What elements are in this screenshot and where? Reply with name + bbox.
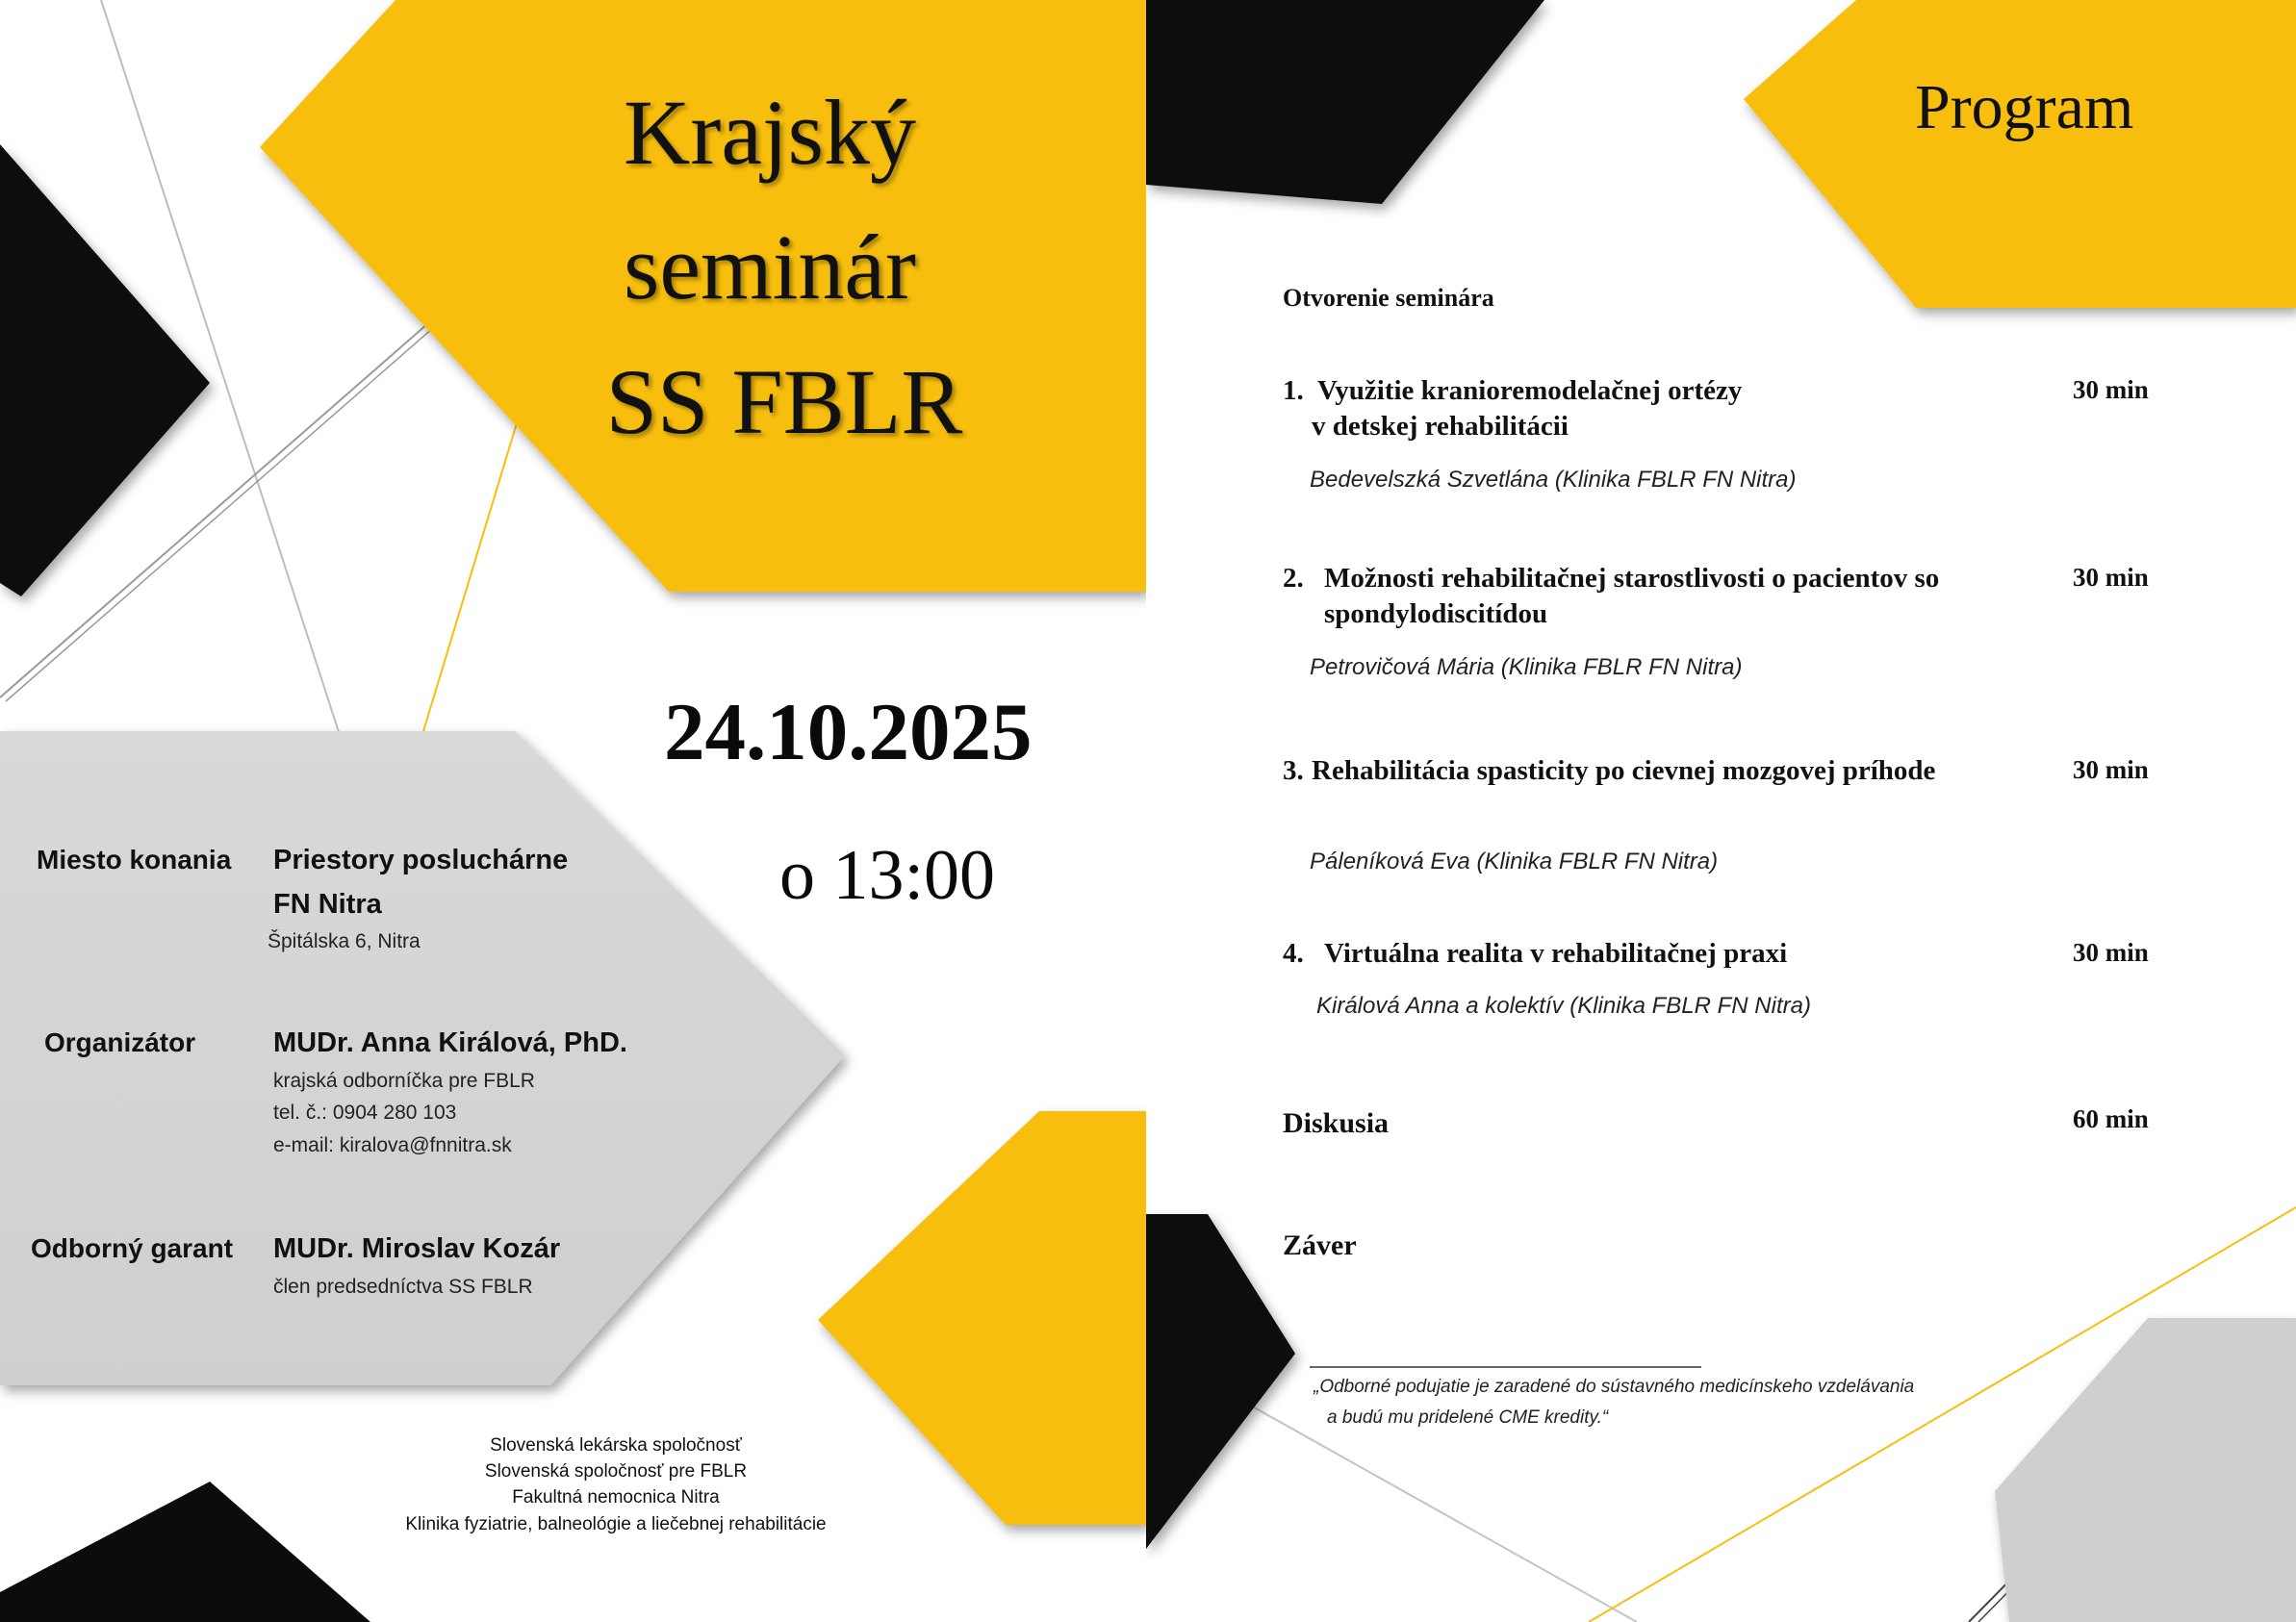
organizer-role: krajská odborníčka pre FBLR <box>273 1070 535 1092</box>
black-shape-bottom-left <box>1146 1214 1295 1549</box>
guarantor-name: MUDr. Miroslav Kozár <box>273 1233 561 1264</box>
venue-line-1: Priestory posluchárne <box>273 845 569 875</box>
organizer-label: Organizátor <box>44 1027 196 1057</box>
title-line-2: seminár <box>624 215 916 318</box>
black-shape-top <box>1146 0 1544 204</box>
title-line-1: Krajský <box>624 81 916 184</box>
discussion-label: Diskusia <box>1283 1107 1390 1139</box>
org-line-4: Klinika fyziatrie, balneológie a liečebnej rehabilitácie <box>405 1514 827 1534</box>
org-line-2: Slovenská spoločnosť pre FBLR <box>484 1461 748 1482</box>
item-2-duration: 30 min <box>2073 563 2149 592</box>
org-line-1: Slovenská lekárska spoločnosť <box>490 1435 742 1456</box>
item-3-number: 3. <box>1283 755 1304 786</box>
item-4-speaker: Királová Anna a kolektív (Klinika FBLR FN Nitra) <box>1316 993 1811 1019</box>
flyer-program <box>1146 0 2296 1622</box>
opening-label: Otvorenie seminára <box>1283 284 1494 312</box>
item-4-duration: 30 min <box>2073 938 2149 967</box>
discussion-duration: 60 min <box>2073 1104 2149 1133</box>
thin-line-yellow <box>423 414 520 731</box>
item-1-number: 1. <box>1283 375 1304 406</box>
item-3-speaker: Páleníková Eva (Klinika FBLR FN Nitra) <box>1310 849 1719 874</box>
closing-label: Záver <box>1283 1229 1357 1261</box>
item-2-speaker: Petrovičová Mária (Klinika FBLR FN Nitra) <box>1310 654 1743 680</box>
flyer-front <box>0 0 1146 1622</box>
organizer-email[interactable]: e-mail: kiralova@fnnitra.sk <box>273 1134 512 1156</box>
item-1-title-2: v detskej rehabilitácii <box>1312 411 1569 442</box>
venue-address: Špitálska 6, Nitra <box>268 930 421 952</box>
item-1-speaker: Bedevelszká Szvetlána (Klinika FBLR FN Nitra) <box>1310 467 1797 493</box>
item-1-title-1: Využitie kranioremodelačnej ortézy <box>1317 375 1743 406</box>
item-2-number: 2. <box>1283 563 1304 594</box>
guarantor-label: Odborný garant <box>31 1233 234 1263</box>
organizer-name: MUDr. Anna Királová, PhD. <box>273 1027 627 1058</box>
program-heading: Program <box>1915 72 2134 142</box>
cme-note-line-1: „Odborné podujatie je zaradené do sústavného medicínskeho vzdelávania <box>1314 1377 1915 1397</box>
organizer-phone: tel. č.: 0904 280 103 <box>273 1102 457 1124</box>
venue-line-2: FN Nitra <box>273 889 382 920</box>
title-line-3: SS FBLR <box>605 350 963 453</box>
cme-note-line-2: a budú mu pridelené CME kredity.“ <box>1327 1407 1609 1428</box>
black-shape-bottom-left <box>0 1482 370 1622</box>
item-4-title-1: Virtuálna realita v rehabilitačnej praxi <box>1324 938 1788 969</box>
gray-hexagon-bottom <box>1995 1318 2296 1622</box>
venue-label: Miesto konania <box>37 845 232 874</box>
item-3-title-1: Rehabilitácia spasticity po cievnej mozgovej príhode <box>1312 755 1936 786</box>
guarantor-role: člen predsedníctva SS FBLR <box>273 1276 533 1298</box>
item-3-duration: 30 min <box>2073 755 2149 784</box>
item-4-number: 4. <box>1283 938 1304 969</box>
event-date: 24.10.2025 <box>664 687 1033 777</box>
black-hexagon-left <box>0 144 210 596</box>
item-2-title-2: spondylodiscitídou <box>1324 598 1548 629</box>
item-2-title-1: Možnosti rehabilitačnej starostlivosti o pacientov so <box>1324 563 1940 594</box>
event-time: o 13:00 <box>779 836 996 915</box>
org-line-3: Fakultná nemocnica Nitra <box>512 1487 720 1508</box>
item-1-duration: 30 min <box>2073 375 2149 404</box>
yellow-program-shape <box>1744 0 2296 308</box>
